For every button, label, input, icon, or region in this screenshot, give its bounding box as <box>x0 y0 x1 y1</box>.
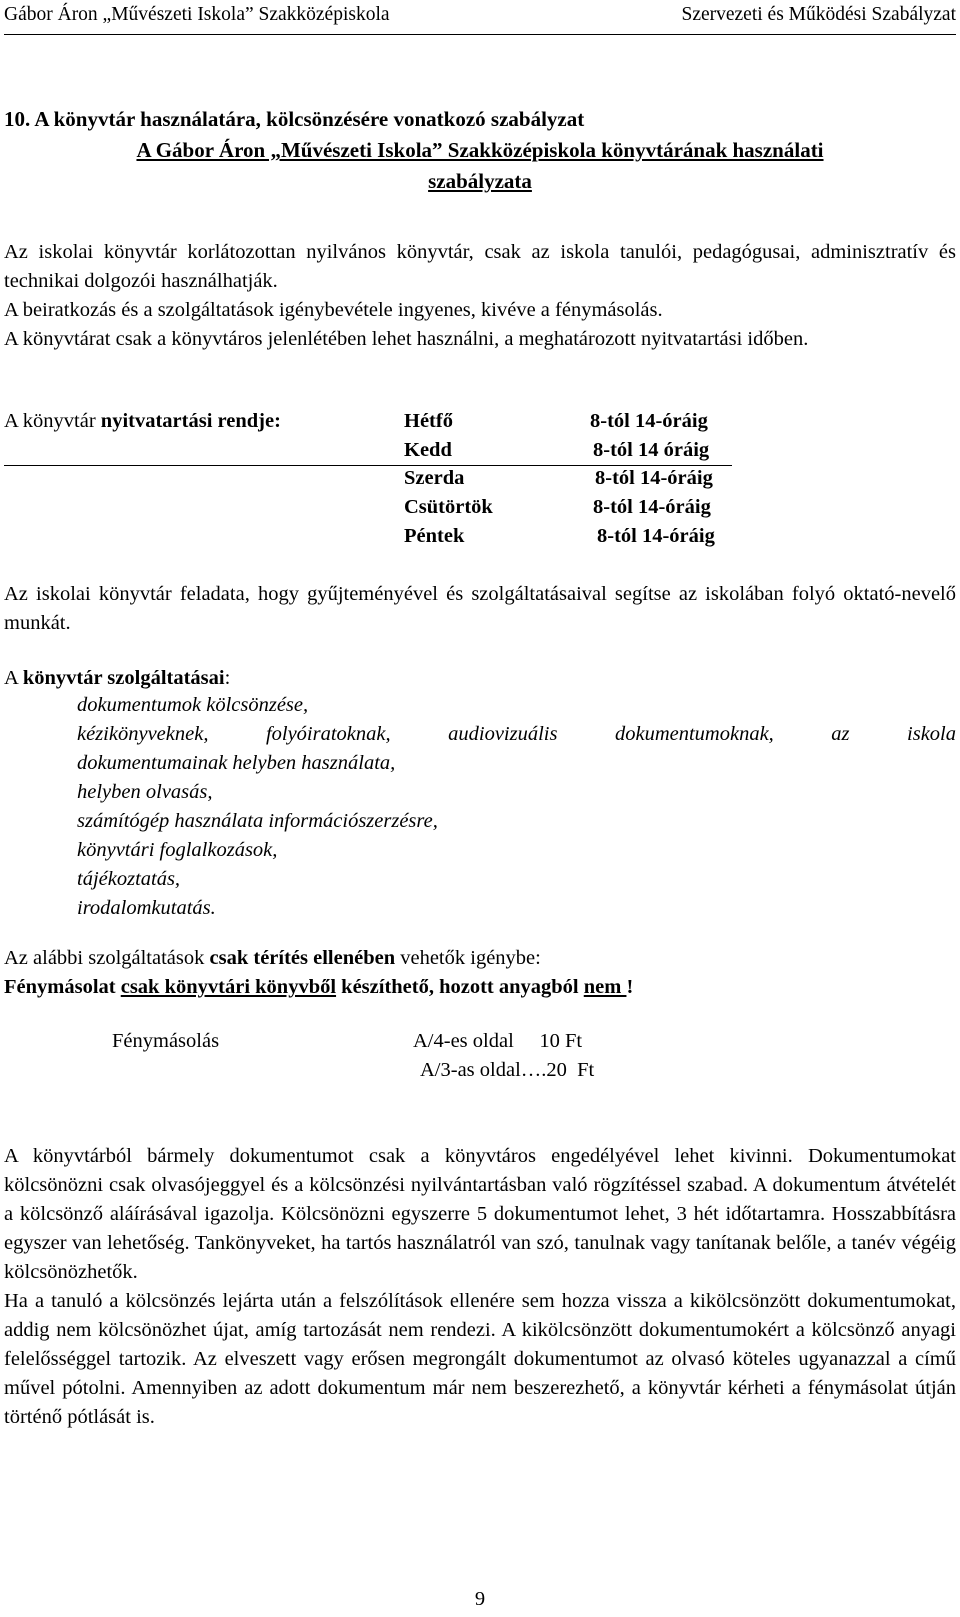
section-title <box>4 104 956 197</box>
services-label: A könyvtár szolgáltatásai: <box>4 667 231 689</box>
title-line-2: A Gábor Áron „Művészeti Iskola” Szakközépiskola könyvtárának használati <box>136 138 824 162</box>
services-list <box>77 691 956 923</box>
intro-paragraph-3: A könyvtárat csak a könyvtáros jelenlétében lehet használni, a meghatározott nyitvatartási időben. <box>4 328 809 350</box>
paid-services-section <box>4 944 956 1002</box>
list-item: tájékoztatás, <box>77 868 181 890</box>
opening-hours-label: A könyvtár nyitvatartási rendje: <box>4 410 281 432</box>
day-wednesday: Szerda <box>404 467 465 489</box>
list-item: könyvtári foglalkozások, <box>77 839 278 861</box>
page-header <box>4 4 956 35</box>
day-friday: Péntek <box>404 525 465 547</box>
list-item: számítógép használata információszerzésre, <box>77 810 438 832</box>
time-thursday: 8-tól 14-óráig <box>593 496 711 518</box>
time-tuesday: 8-tól 14 óráig <box>593 439 710 461</box>
time-wednesday: 8-tól 14-óráig <box>595 467 713 489</box>
time-friday: 8-tól 14-óráig <box>597 525 715 547</box>
title-line-3: szabályzata <box>428 169 532 193</box>
day-monday: Hétfő <box>404 410 453 432</box>
lending-rules-section <box>4 1142 956 1432</box>
time-monday: 8-tól 14-óráig <box>590 410 708 432</box>
page-number: 9 <box>474 1588 486 1610</box>
list-item: irodalomkutatás. <box>77 897 216 919</box>
fee-a3: A/3-as oldal….20 Ft <box>420 1059 595 1081</box>
title-line-1: 10. A könyvtár használatára, kölcsönzésére vonatkozó szabályzat <box>4 107 585 131</box>
opening-hours-underline <box>4 465 732 466</box>
list-item: helyben olvasás, <box>77 781 213 803</box>
list-item: dokumentumok kölcsönzése, <box>77 694 309 716</box>
day-tuesday: Kedd <box>404 439 452 461</box>
lending-rules-paragraph-1: A könyvtárból bármely dokumentumot csak a könyvtáros engedélyével lehet kivinni. Dokumentumokat kölcsönözni csak olvasójeggyel és a kölcsönzési nyilvántartásban való rögzítéssel szabad. A dokumentum átvételét a kölcsönző aláírásával igazolja. Kölcsönözni egyszerre 5 dokumentumot lehet, 3 hét időtartamra. Hosszabbításra egyszer van lehetőség. Tankönyveket, ha tartós használatról van szó, tanulnak vagy tanítanak belőle, a tanév végéig kölcsönözhetők. <box>4 1145 956 1283</box>
list-item: kézikönyveknek, folyóiratoknak, audiovizuális dokumentumoknak, az iskola <box>77 723 956 745</box>
library-task-paragraph: Az iskolai könyvtár feladata, hogy gyűjteményével és szolgáltatásaival segítse az iskolában folyó oktató-nevelő munkát. <box>4 583 956 634</box>
list-item: dokumentumainak helyben használata, <box>77 752 396 774</box>
day-thursday: Csütörtök <box>404 496 493 518</box>
fee-service-name: Fénymásolás <box>112 1030 220 1052</box>
photocopy-rule-line: Fénymásolat csak könyvtári könyvből készíthető, hozott anyagból nem ! <box>4 976 634 998</box>
header-school-name: Gábor Áron „Művészeti Iskola” Szakközépiskola <box>4 4 390 25</box>
intro-paragraph-1: Az iskolai könyvtár korlátozottan nyilvános könyvtár, csak az iskola tanulói, pedagógusai, adminisztratív és technikai dolgozói használhatják. <box>4 241 956 292</box>
intro-paragraph-2: A beiratkozás és a szolgáltatások igénybevétele ingyenes, kivéve a fénymásolás. <box>4 299 663 321</box>
fee-a4: A/4-es oldal 10 Ft <box>413 1030 583 1052</box>
intro-section <box>4 238 956 354</box>
paid-services-line: Az alábbi szolgáltatások csak térítés ellenében vehetők igénybe: <box>4 947 541 969</box>
header-document-name: Szervezeti és Működési Szabályzat <box>681 4 956 25</box>
lending-rules-paragraph-2: Ha a tanuló a kölcsönzés lejárta után a felszólítások ellenére sem hozza vissza a kikölcsönzött dokumentumokat, addig nem kölcsönözhet újat, amíg tartozását nem rendezi. A kikölcsönzött dokumentumokért a kölcsönző anyagi felelősséggel tartozik. Az elveszett vagy erősen megrongált dokumentumot az olvasó köteles ugyanazzal a című művel pótolni. Amennyiben az adott dokumentum már nem beszerezhető, a könyvtár kérheti a fénymásolat útján történő pótlását is. <box>4 1290 956 1428</box>
